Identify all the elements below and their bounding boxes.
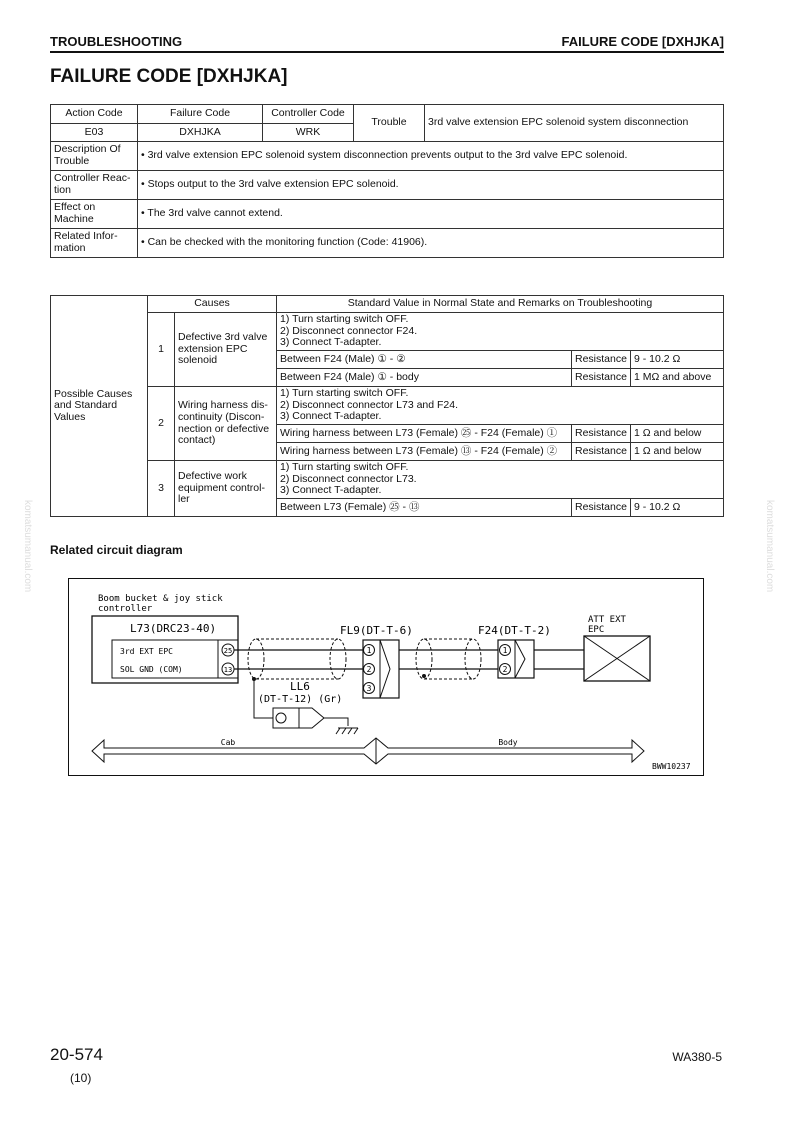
- controller-code-label: Controller Code: [263, 105, 354, 124]
- failure-code-label: Failure Code: [138, 105, 263, 124]
- revision: (10): [70, 1071, 92, 1085]
- controller-label-1: Boom bucket & joy stick: [98, 594, 223, 604]
- row-text: • 3rd valve extension EPC solenoid system disconnection prevents output to the 3rd valve EPC solenoid.: [138, 142, 724, 171]
- att-label-2: EPC: [588, 625, 605, 635]
- svg-text:3: 3: [366, 684, 372, 693]
- svg-text:1: 1: [502, 646, 508, 655]
- failure-code: DXHJKA: [138, 124, 263, 142]
- cause-number: 3: [148, 461, 175, 517]
- row-label: Description Of Trouble: [51, 142, 138, 171]
- ll6-type: (DT-T-12) (Gr): [258, 694, 343, 705]
- cause-steps: 1) Turn starting switch OFF. 2) Disconnect connector L73 and F24. 3) Connect T-adapter.: [277, 387, 724, 425]
- cause-text: Wiring harness dis-continuity (Discon-nection or defective contact): [175, 387, 277, 461]
- row-text: • The 3rd valve cannot extend.: [138, 200, 724, 229]
- watermark-left: komatsumanual.com: [22, 500, 33, 593]
- watermark-right: komatsumanual.com: [764, 500, 775, 593]
- att-label-1: ATT EXT: [588, 615, 626, 625]
- circuit-diagram: [68, 578, 704, 776]
- signal-2: SOL GND (COM): [120, 665, 183, 674]
- trouble-text: 3rd valve extension EPC solenoid system disconnection: [425, 105, 724, 142]
- svg-text:1: 1: [366, 646, 372, 655]
- check-between: Between F24 (Male) ① - body: [277, 369, 572, 387]
- page-number: 20-574: [50, 1045, 103, 1064]
- header-code: FAILURE CODE [DXHJKA]: [561, 34, 724, 49]
- check-between: Wiring harness between L73 (Female) ㉕ - F24 (Female) ①: [277, 425, 572, 443]
- cause-number: 2: [148, 387, 175, 461]
- page-header: [50, 34, 724, 53]
- ll6-label: LL6: [290, 680, 310, 693]
- row-label: Related Infor-mation: [51, 229, 138, 258]
- pin-25: 25: [223, 647, 233, 655]
- causes-table: [50, 295, 724, 517]
- svg-text:2: 2: [366, 665, 372, 674]
- trouble-label: Trouble: [354, 105, 425, 142]
- cause-text: Defective 3rd valve extension EPC solenoid: [175, 313, 277, 387]
- row-text: • Can be checked with the monitoring function (Code: 41906).: [138, 229, 724, 258]
- cause-text: Defective work equipment control-ler: [175, 461, 277, 517]
- check-value: 9 - 10.2 Ω: [631, 351, 724, 369]
- cause-steps: 1) Turn starting switch OFF. 2) Disconnect connector L73. 3) Connect T-adapter.: [277, 461, 724, 499]
- action-code-label: Action Code: [51, 105, 138, 124]
- cab-label: Cab: [220, 738, 236, 747]
- check-between: Between F24 (Male) ① - ②: [277, 351, 572, 369]
- f24-label: F24(DT-T-2): [478, 624, 551, 637]
- svg-text:2: 2: [502, 665, 508, 674]
- check-item: Resistance: [572, 425, 631, 443]
- check-between: Between L73 (Female) ㉕ - ⑬: [277, 499, 572, 517]
- check-value: 1 Ω and below: [631, 425, 724, 443]
- check-value: 1 MΩ and above: [631, 369, 724, 387]
- pin-13: 13: [223, 666, 233, 674]
- controller-code: WRK: [263, 124, 354, 142]
- check-value: 1 Ω and below: [631, 443, 724, 461]
- causes-header: Causes: [148, 296, 277, 313]
- standard-header: Standard Value in Normal State and Remarks on Troubleshooting: [277, 296, 724, 313]
- cause-number: 1: [148, 313, 175, 387]
- check-item: Resistance: [572, 369, 631, 387]
- check-value: 9 - 10.2 Ω: [631, 499, 724, 517]
- body-label: Body: [498, 738, 518, 747]
- causes-side-label: Possible Causes and Standard Values: [51, 296, 148, 517]
- signal-1: 3rd EXT EPC: [120, 647, 173, 656]
- action-code: E03: [51, 124, 138, 142]
- l73-label: L73(DRC23-40): [130, 622, 217, 635]
- row-text: • Stops output to the 3rd valve extension EPC solenoid.: [138, 171, 724, 200]
- check-item: Resistance: [572, 351, 631, 369]
- check-item: Resistance: [572, 499, 631, 517]
- page-title: FAILURE CODE [DXHJKA]: [50, 66, 288, 87]
- row-label: Effect on Machine: [51, 200, 138, 229]
- check-item: Resistance: [572, 443, 631, 461]
- fl9-label: FL9(DT-T-6): [340, 624, 413, 637]
- model-number: WA380-5: [672, 1050, 722, 1064]
- row-label: Controller Reac-tion: [51, 171, 138, 200]
- cause-steps: 1) Turn starting switch OFF. 2) Disconnect connector F24. 3) Connect T-adapter.: [277, 313, 724, 351]
- failure-info-table: [50, 104, 724, 258]
- diagram-code: BWW10237: [652, 762, 691, 771]
- check-between: Wiring harness between L73 (Female) ⑬ - F24 (Female) ②: [277, 443, 572, 461]
- controller-label-2: controller: [98, 604, 153, 614]
- circuit-title: Related circuit diagram: [50, 543, 183, 557]
- cab-body-arrow: [92, 738, 644, 764]
- header-section: TROUBLESHOOTING: [50, 34, 183, 49]
